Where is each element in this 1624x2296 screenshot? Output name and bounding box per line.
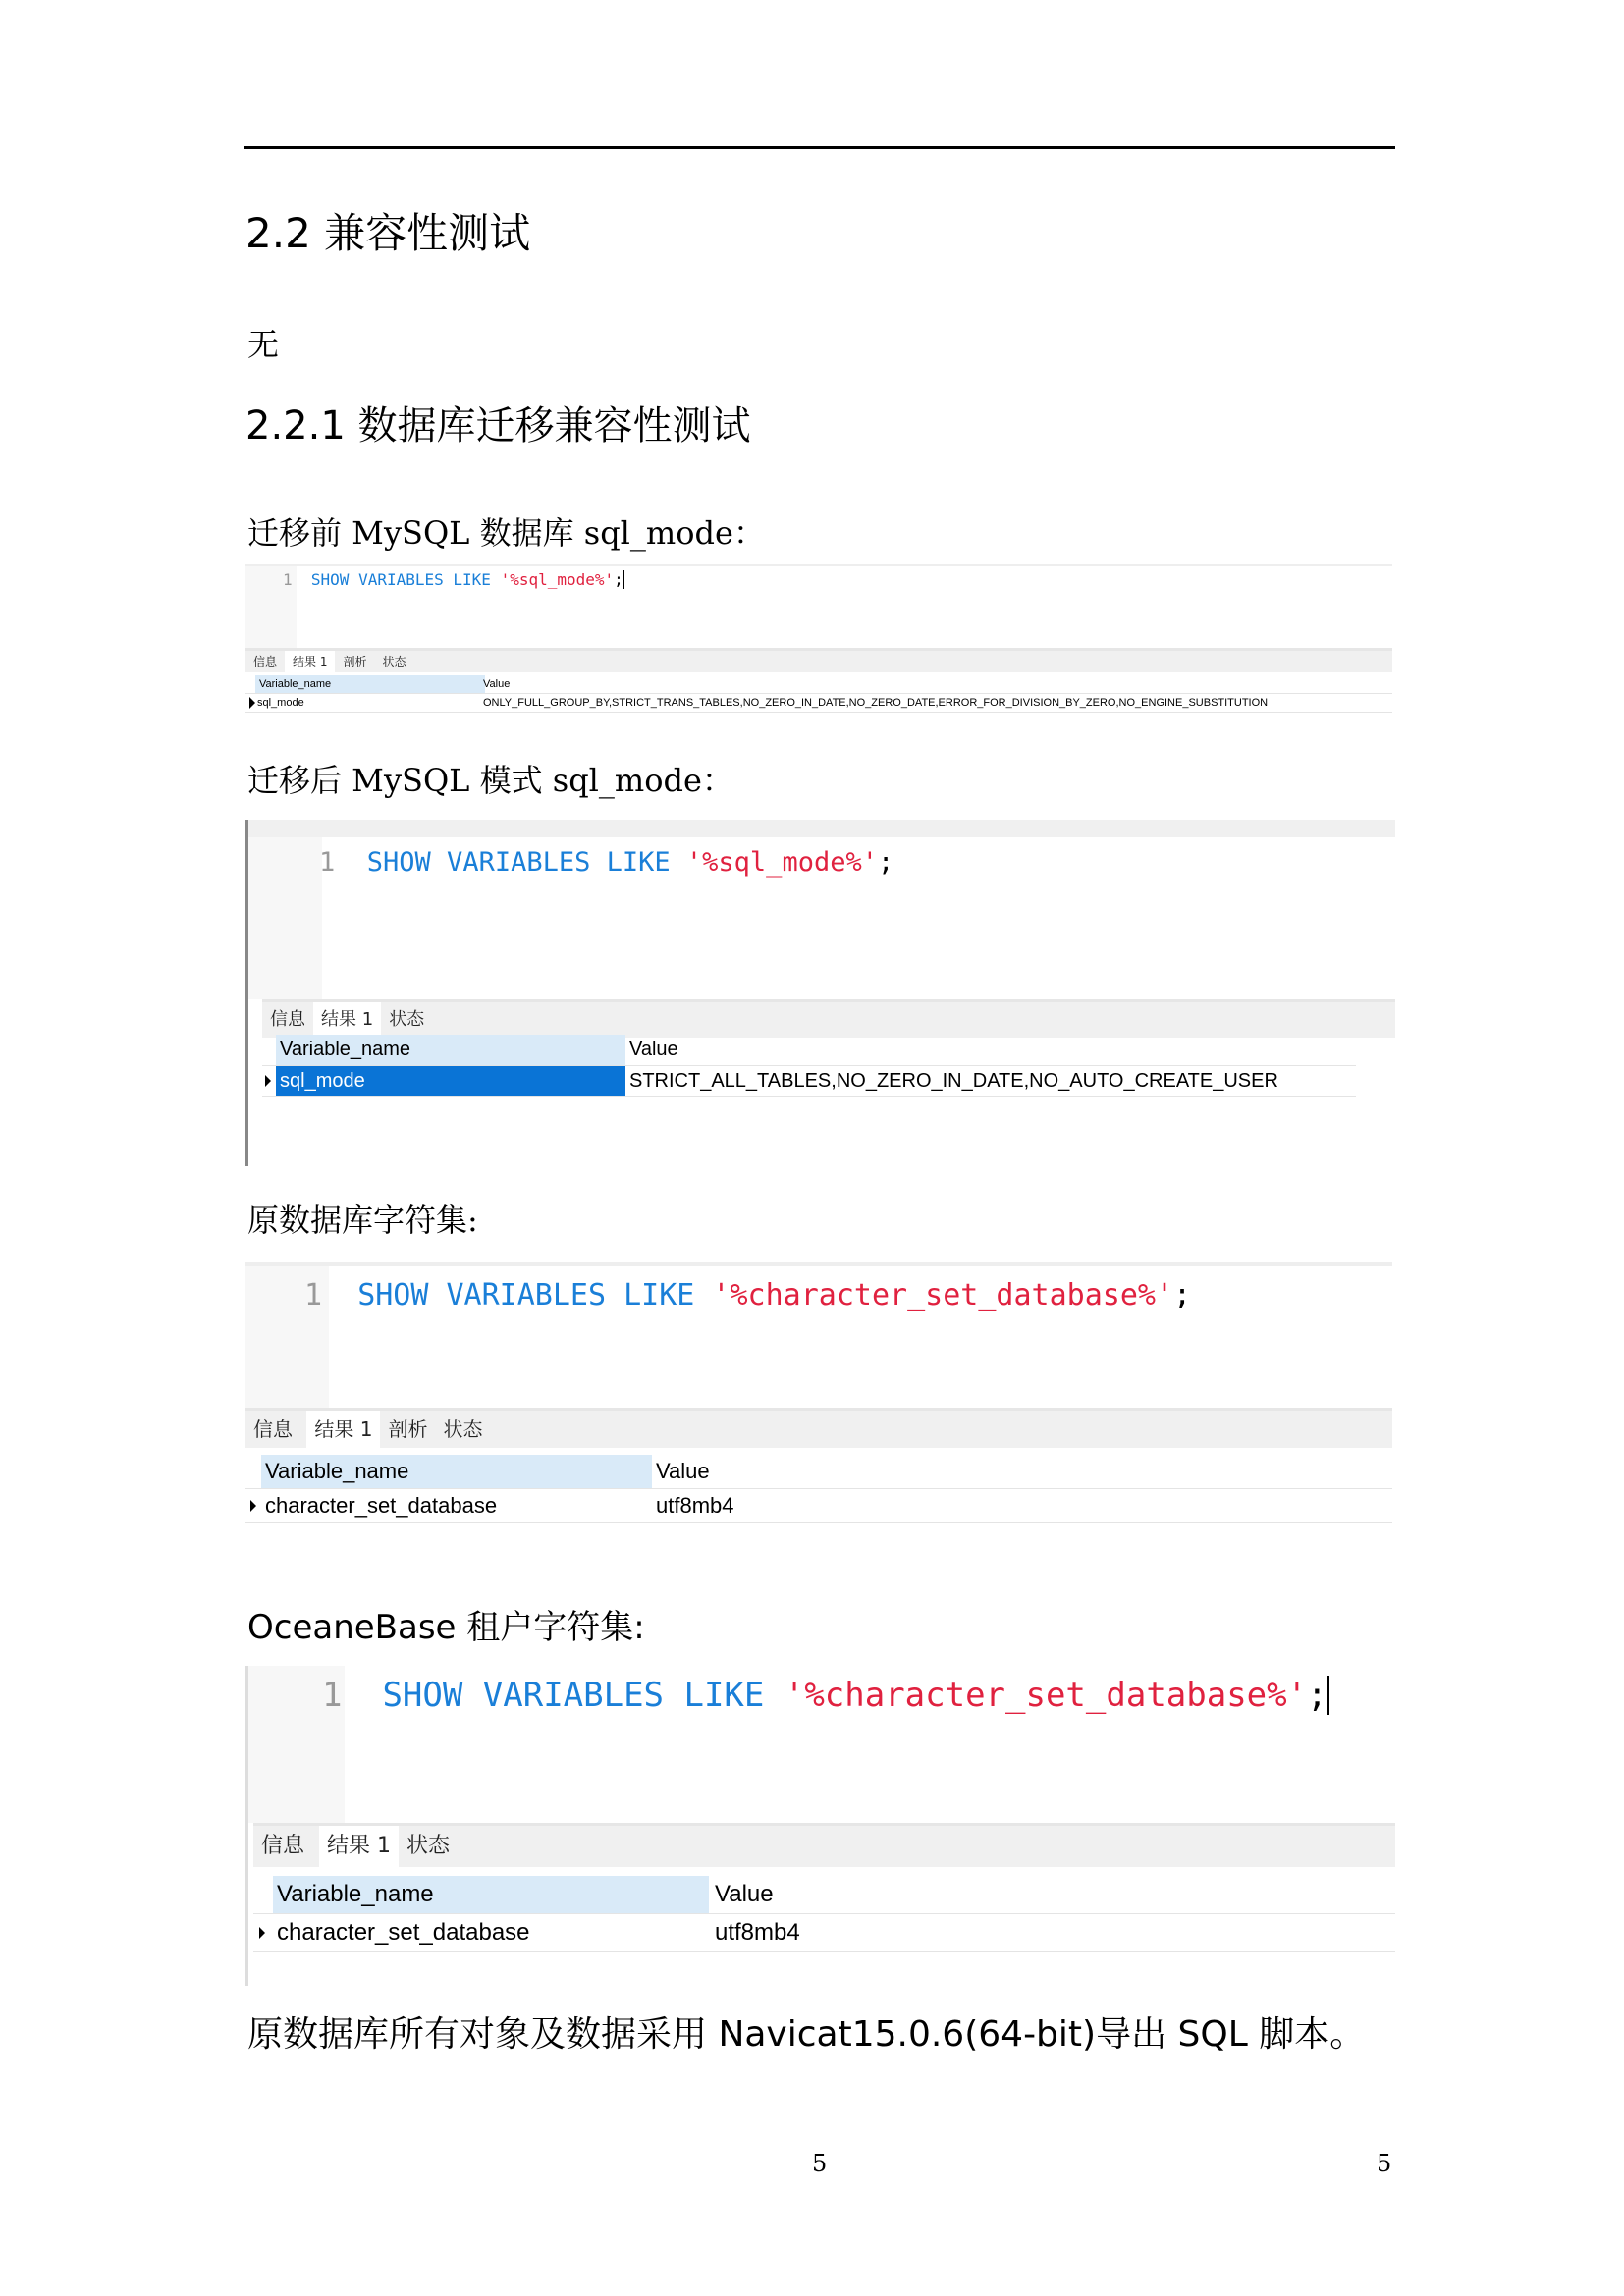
tab-status[interactable]: 状态 — [443, 1417, 483, 1441]
caption-after-sql-mode: 迁移后 MySQL 模式 sql_mode： — [247, 762, 733, 799]
sql-terminator: ; — [1173, 1278, 1192, 1312]
sql-keywords: SHOW VARIABLES LIKE — [357, 1278, 695, 1312]
sql-string: '%sql_mode%' — [685, 847, 878, 878]
table-row[interactable] — [253, 1914, 1395, 1952]
toolbar-strip — [248, 820, 1395, 837]
tab-status[interactable]: 状态 — [389, 1009, 425, 1030]
result-grid — [262, 1035, 1356, 1097]
sql-terminator: ; — [1307, 1676, 1327, 1715]
sql-keywords: SHOW VARIABLES LIKE — [366, 847, 671, 878]
result-tabs — [245, 1408, 1392, 1448]
tab-info[interactable]: 信息 — [261, 1834, 305, 1858]
table-row[interactable] — [245, 1489, 1392, 1523]
tab-result-1[interactable]: 结果 1 — [313, 1002, 381, 1038]
tab-result-1[interactable]: 结果 1 — [285, 651, 335, 672]
column-header-variable-name[interactable]: Variable_name — [276, 1035, 625, 1065]
result-grid — [245, 675, 1392, 713]
sql-editor[interactable] — [245, 1262, 1392, 1412]
cell-variable-name: character_set_database — [265, 1493, 498, 1518]
closing-paragraph: 原数据库所有对象及数据采用 Navicat15.0.6(64-bit)导出 SQL 脚本。 — [247, 2014, 1366, 2055]
result-tabs — [253, 1823, 1395, 1867]
sql-editor[interactable] — [245, 564, 1392, 650]
line-number: 1 — [283, 570, 293, 589]
result-grid — [253, 1876, 1395, 1952]
cell-variable-name: character_set_database — [277, 1919, 530, 1946]
column-header-value[interactable]: Value — [483, 678, 511, 690]
table-row[interactable] — [262, 1066, 1356, 1097]
tab-status[interactable]: 状态 — [406, 1834, 451, 1858]
result-grid — [245, 1455, 1392, 1523]
tab-profile[interactable]: 剖析 — [343, 655, 367, 668]
screenshot-before-sql-mode — [245, 564, 1392, 719]
result-tabs — [262, 999, 1395, 1038]
tab-profile[interactable]: 剖析 — [388, 1417, 428, 1441]
line-number: 1 — [304, 1278, 323, 1312]
tab-info[interactable]: 信息 — [253, 1417, 293, 1441]
page-number-center: 5 — [812, 2150, 828, 2177]
cell-variable-name: sql_mode — [276, 1066, 625, 1096]
column-header-value[interactable]: Value — [715, 1881, 774, 1907]
tab-result-1[interactable]: 结果 1 — [319, 1826, 399, 1867]
cell-value: utf8mb4 — [656, 1493, 734, 1518]
caption-oceanbase-charset: OceaneBase 租户字符集: — [247, 1608, 645, 1647]
sql-string: '%sql_mode%' — [500, 570, 615, 589]
column-header-variable-name[interactable]: Variable_name — [273, 1876, 709, 1913]
line-number: 1 — [322, 1676, 343, 1715]
row-pointer-icon — [265, 1075, 271, 1087]
caption-before-sql-mode: 迁移前 MySQL 数据库 sql_mode： — [247, 514, 765, 552]
sql-terminator: ; — [877, 847, 894, 878]
cell-value: utf8mb4 — [715, 1919, 800, 1946]
cell-variable-name: sql_mode — [257, 697, 304, 709]
tab-info[interactable]: 信息 — [270, 1009, 305, 1030]
column-header-value[interactable]: Value — [656, 1459, 710, 1483]
tab-info[interactable]: 信息 — [253, 655, 278, 668]
column-header-variable-name[interactable]: Variable_name — [255, 675, 485, 693]
tab-result-1[interactable]: 结果 1 — [306, 1411, 380, 1448]
screenshot-after-sql-mode — [245, 820, 1395, 1166]
cell-value: ONLY_FULL_GROUP_BY,STRICT_TRANS_TABLES,NO_ZERO_IN_DATE,NO_ZERO_DATE,ERROR_FOR_DIVISION_BY_ZERO,NO_ENGINE_SUBSTITUTION — [483, 697, 1269, 709]
sql-terminator: ; — [614, 570, 623, 589]
screenshot-oceanbase-charset — [245, 1666, 1395, 1986]
subsection-title: 2.2.1 数据库迁移兼容性测试 — [245, 403, 751, 449]
column-header-variable-name[interactable]: Variable_name — [261, 1455, 652, 1488]
row-pointer-icon — [259, 1927, 265, 1939]
column-header-value[interactable]: Value — [629, 1039, 678, 1060]
section-body: 无 — [247, 326, 280, 363]
line-number: 1 — [319, 847, 336, 878]
result-tabs — [245, 648, 1392, 672]
screenshot-source-charset — [245, 1262, 1392, 1528]
table-row[interactable] — [245, 694, 1392, 713]
tab-status[interactable]: 状态 — [382, 655, 406, 668]
page-number-right: 5 — [1377, 2150, 1392, 2177]
section-title: 2.2 兼容性测试 — [245, 209, 531, 257]
row-pointer-icon — [249, 697, 255, 709]
row-pointer-icon — [250, 1500, 256, 1512]
cell-value: STRICT_ALL_TABLES,NO_ZERO_IN_DATE,NO_AUTO_CREATE_USER — [629, 1070, 1278, 1092]
caption-source-charset: 原数据库字符集: — [247, 1201, 478, 1239]
sql-string: '%character_set_database%' — [712, 1278, 1174, 1312]
sql-string: '%character_set_database%' — [784, 1676, 1308, 1715]
sql-keywords: SHOW VARIABLES LIKE — [310, 570, 491, 589]
header-rule — [244, 146, 1395, 149]
sql-editor[interactable] — [248, 1666, 1395, 1823]
sql-editor[interactable] — [248, 837, 1395, 999]
sql-keywords: SHOW VARIABLES LIKE — [382, 1676, 765, 1715]
